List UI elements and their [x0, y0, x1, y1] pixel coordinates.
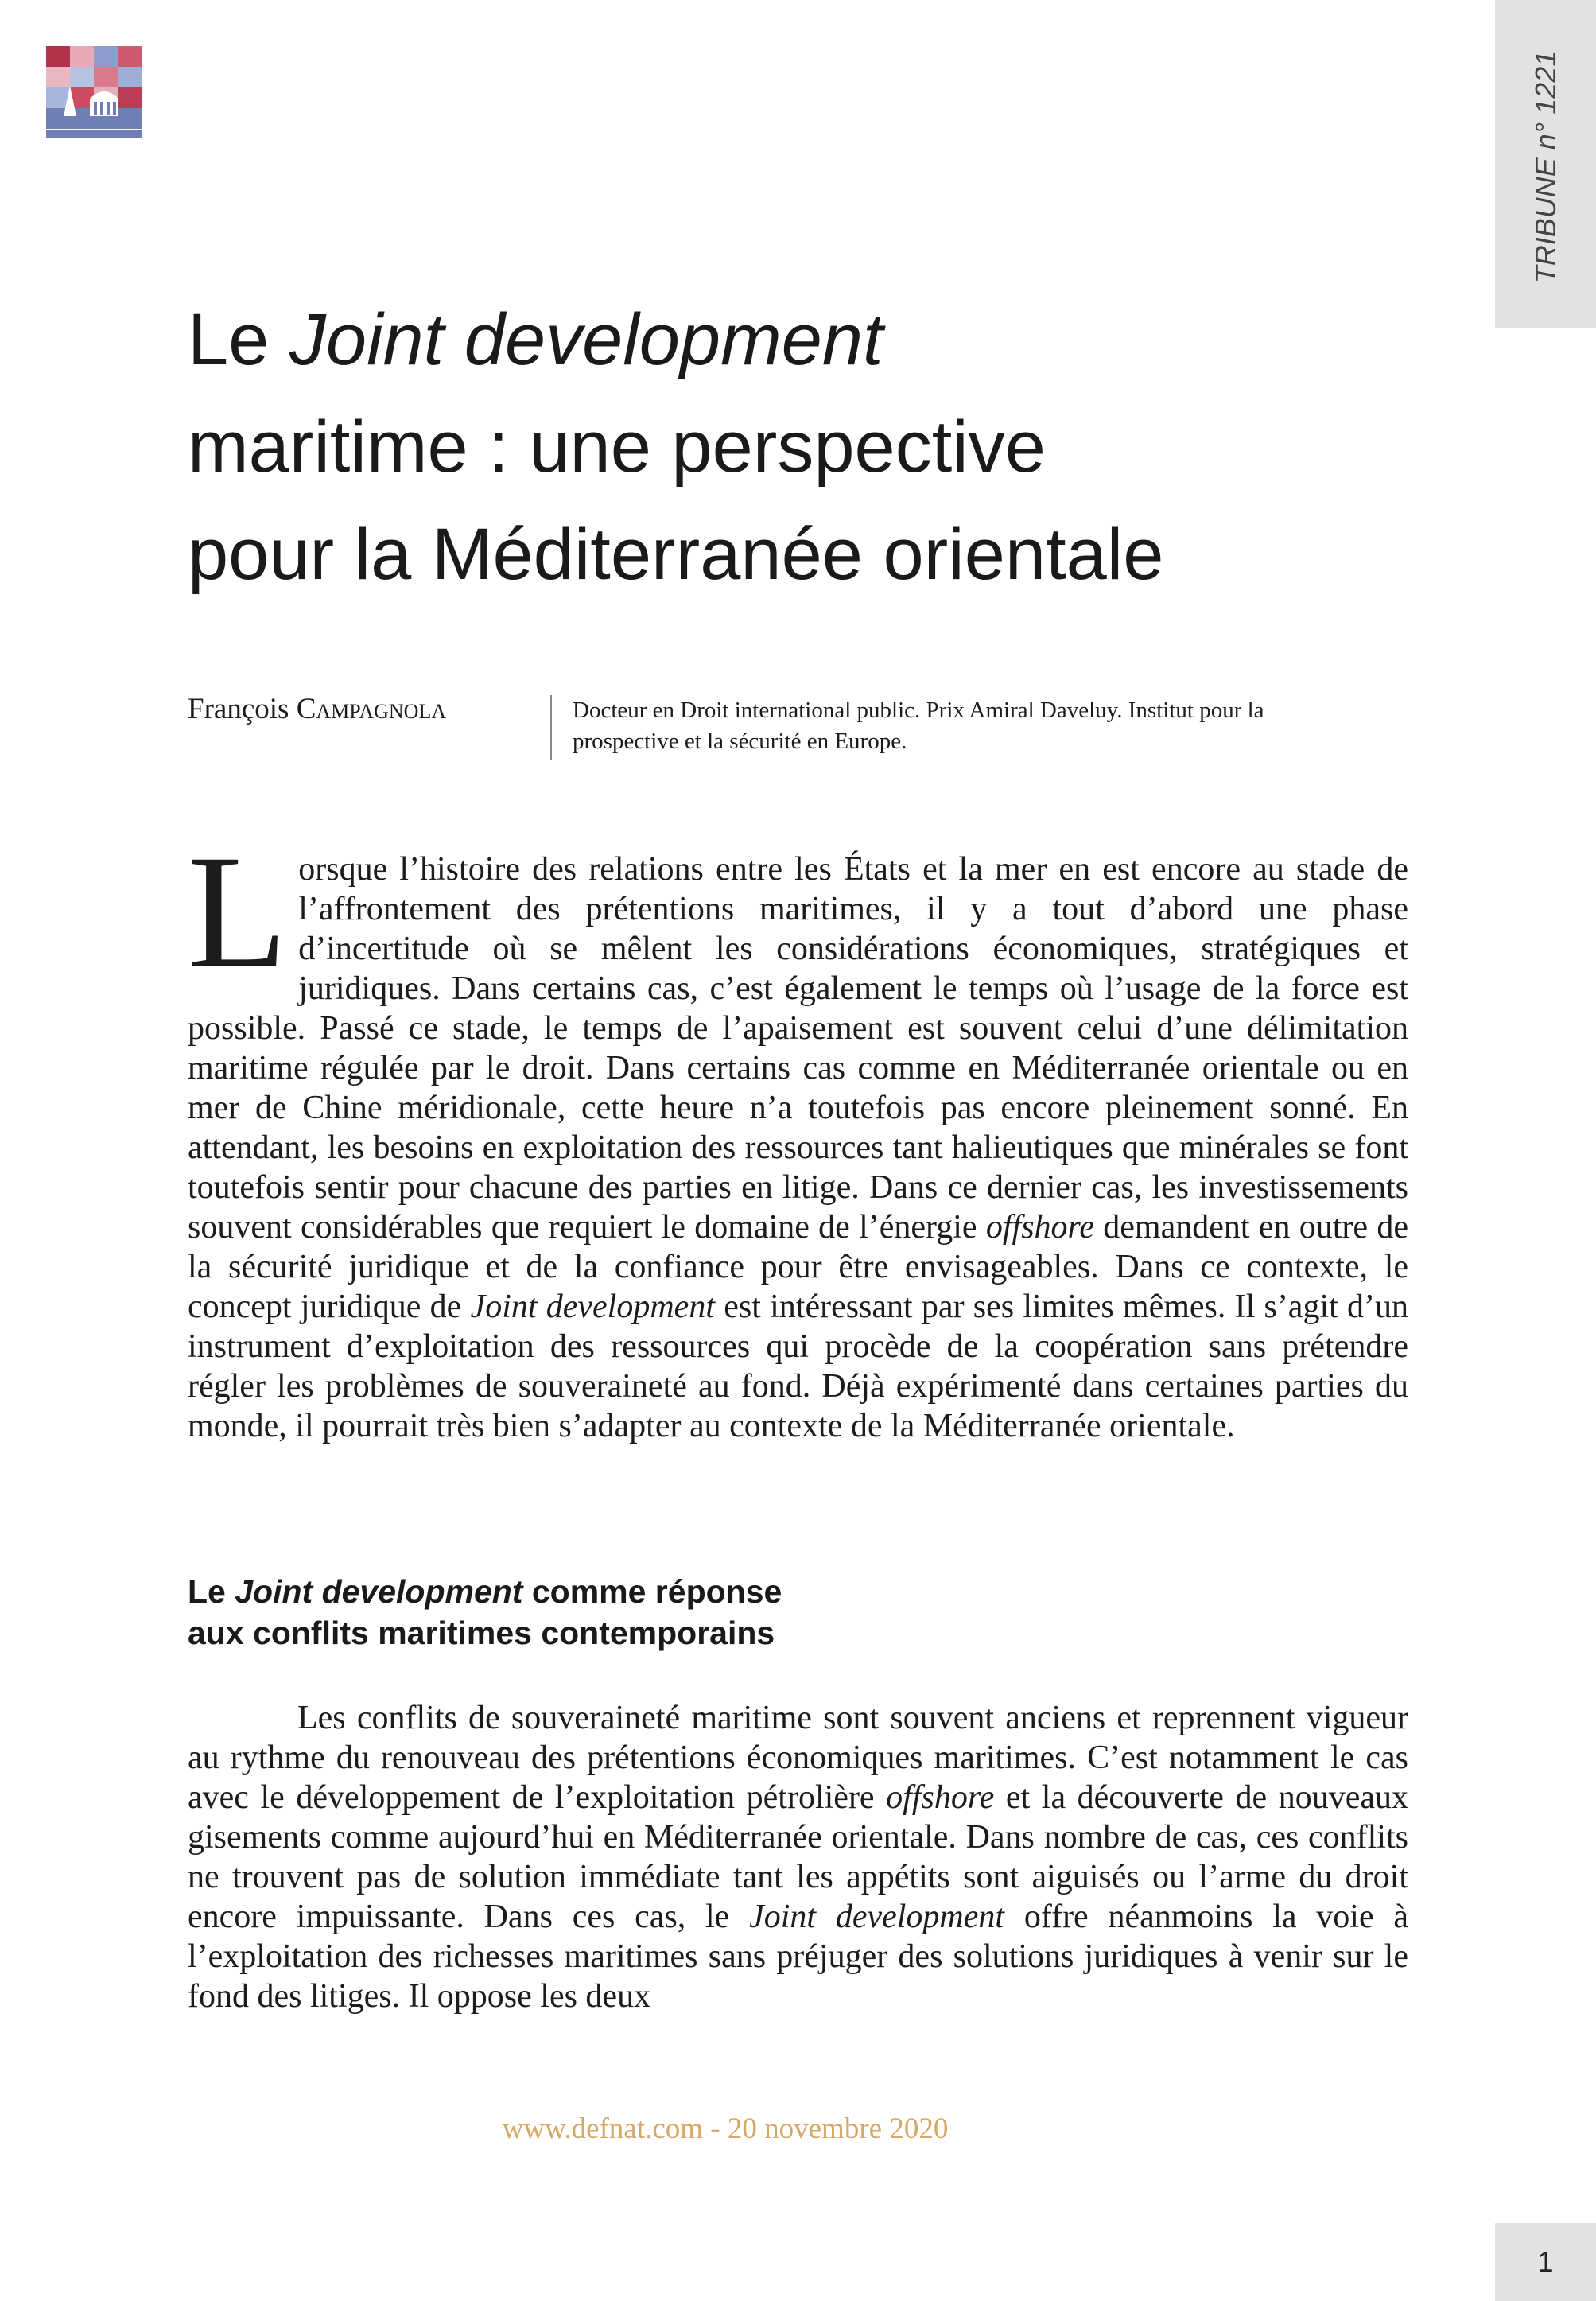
intro-paragraph: Lorsque l’histoire des relations entre les États et la mer en est encore au stade de l’affrontement des prétentions maritimes, il y a tout d’abord une phase d’incertitude où se mêlent les considérations économiques, stratégiques et juridiques. Dans certains cas, c’est également le temps où l’usage de la force est possible. Passé ce stade, le temps de l’apaisement est souvent celui d’une délimitation maritime régulée par le droit. Dans certains cas comme en Méditerranée orientale ou en mer de Chine méridionale, cette heure n’a toutefois pas encore pleinement sonné. En attendant, les besoins en exploitation des ressources tant halieutiques que minérales se font toutefois sentir pour chacune des parties en litige. Dans ce dernier cas, les investissements souvent considérables que requiert le domaine de l’énergie offshore demandent en outre de la sécurité juridique et de la confiance pour être envisageables. Dans ce contexte, le concept juridique de Joint development est intéressant par ses limites mêmes. Il s’agit d’un instrument d’exploitation des ressources qui procède de la coopération sans prétendre régler les problèmes de souveraineté au fond. Déjà expérimenté dans certaines parties du monde, il pourrait très bien s’adapter au contexte de la Méditerranée orientale. — [188, 822, 1408, 1444]
author-name — [188, 692, 538, 726]
author-bio-line-2: prospective et la sécurité en Europe. — [573, 729, 907, 754]
title-italic-term: Joint development — [289, 299, 883, 380]
italic-joint-development: Joint development — [749, 1899, 1005, 1935]
tribune-number-tab — [1495, 0, 1596, 328]
section-paragraph: Les conflits de souveraineté maritime sont souvent anciens et reprennent vigueur au rythme du renouveau des prétentions économiques maritimes. C’est notamment le cas avec le développement de l’exploitation pétrolière offshore et la découverte de nouveaux gisements comme aujourd’hui en Méditerranée orientale. Dans nombre de cas, ces conflits ne trouvent pas de solution immédiate tant les appétits sont aiguisés ou l’arme du droit encore impuissante. Dans ces cas, le Joint development offre néanmoins la voie à l’exploitation des richesses maritimes sans préjuger des solutions juridiques à venir sur le fond des litiges. Il oppose les deux — [188, 1700, 1409, 2015]
section-heading-line-1: Le Joint development comme réponse — [188, 1573, 782, 1610]
title-line-3: pour la Méditerranée orientale — [188, 514, 1164, 595]
title-line-1: Le Joint development — [188, 299, 883, 380]
author-block — [188, 692, 1412, 772]
article-title — [188, 286, 1428, 608]
section-heading — [188, 1571, 1301, 1654]
institution-logo — [46, 46, 142, 140]
author-bio-line-1: Docteur en Droit international public. Prix Amiral Daveluy. Institut pour la — [573, 698, 1264, 723]
section-heading-line-2: aux conflits maritimes contemporains — [188, 1615, 775, 1651]
author-divider — [550, 695, 552, 760]
author-last-name: Campagnola — [296, 693, 447, 725]
author-first-name: François — [188, 693, 289, 725]
institution-building-logo-icon — [46, 46, 142, 140]
title-line-2: maritime : une perspective — [188, 406, 1046, 488]
italic-offshore: offshore — [985, 1209, 1094, 1246]
italic-joint-development: Joint development — [470, 1288, 715, 1325]
author-bio — [573, 695, 1412, 757]
tribune-number: TRIBUNE n° 1221 — [1529, 50, 1562, 284]
footer-link[interactable]: www.defnat.com - 20 novembre 2020 — [502, 2112, 949, 2145]
italic-offshore: offshore — [886, 1779, 995, 1816]
page-number: 1 — [1495, 2223, 1596, 2301]
